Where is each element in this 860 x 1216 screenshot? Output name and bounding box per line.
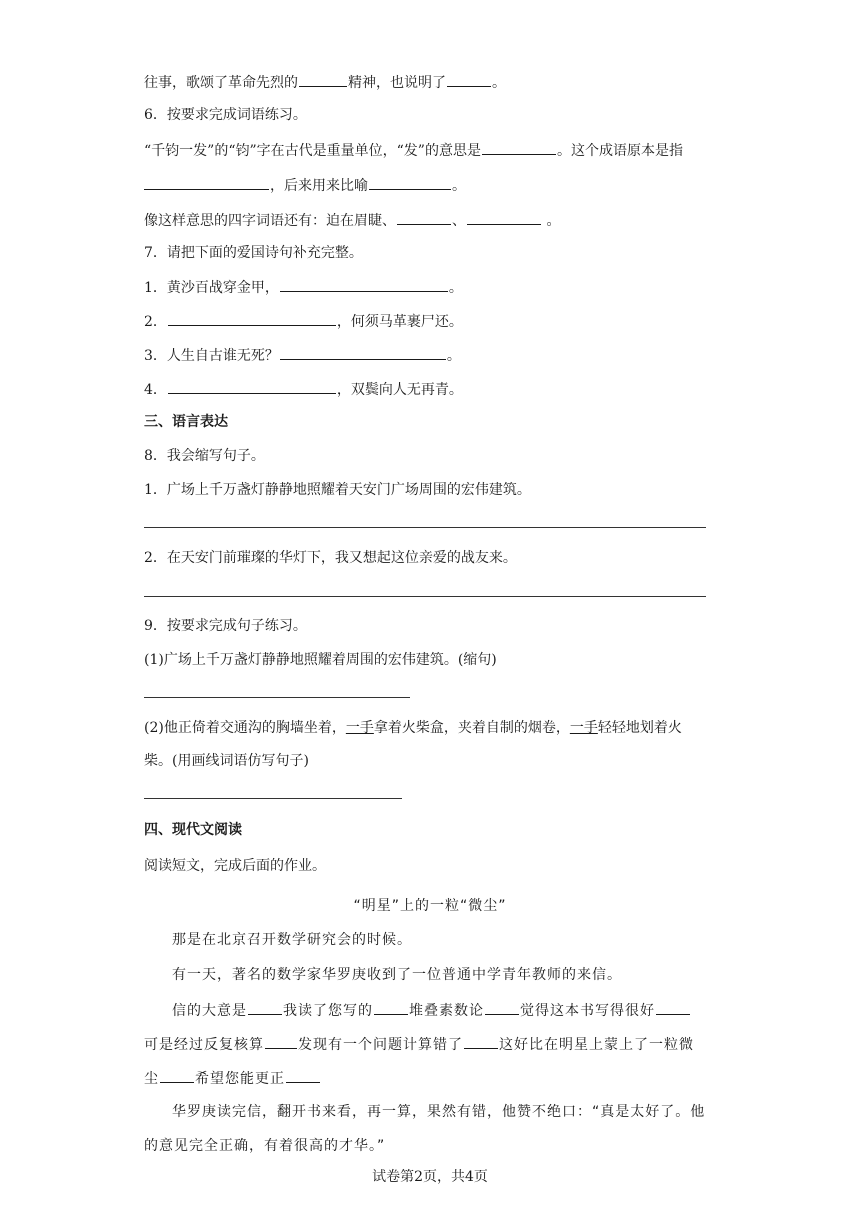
text: ，何须马革裹尸还。 xyxy=(336,314,463,330)
answer-line[interactable] xyxy=(144,798,402,799)
q8-item-1: 1．广场上千万盏灯静静地照耀着天安门广场周围的宏伟建筑。 xyxy=(144,482,531,498)
poem-3 xyxy=(144,345,461,366)
text: 往事，歌颂了革命先烈的 xyxy=(144,75,298,91)
answer-line[interactable] xyxy=(144,596,706,597)
blank[interactable] xyxy=(144,175,269,190)
blank[interactable] xyxy=(397,210,451,225)
text: “千钧一发”的“钧”字在古代是重量单位，“发”的意思是 xyxy=(144,143,481,159)
line-fragment xyxy=(144,72,506,93)
poem-1 xyxy=(144,277,463,298)
instruction: 阅读短文，完成后面的作业。 xyxy=(144,858,326,874)
underlined-word: 一手 xyxy=(345,720,374,736)
text: 4． xyxy=(144,382,167,398)
blank[interactable] xyxy=(656,1000,690,1015)
blank[interactable] xyxy=(248,1000,282,1015)
page-footer: 试卷第2页，共4页 xyxy=(372,1169,488,1185)
text: 信的大意是 xyxy=(172,1003,247,1019)
passage-title: “明星”上的一粒“微尘” xyxy=(353,898,507,914)
text: 、 xyxy=(452,213,466,229)
q9-item-1: (1)广场上千万盏灯静静地照耀着周围的宏伟建筑。(缩句) xyxy=(144,652,497,668)
text: 精神，也说明了 xyxy=(348,75,446,91)
text: 。 xyxy=(492,75,506,91)
blank[interactable] xyxy=(160,1068,194,1083)
blank[interactable] xyxy=(168,379,336,394)
blank[interactable] xyxy=(286,1068,320,1083)
q6-line-2 xyxy=(144,175,466,196)
passage-para-4-cont: 的意见完全正确，有着很高的才华。” xyxy=(144,1138,386,1154)
passage-para-4: 华罗庚读完信，翻开书来看，再一算，果然有错，他赞不绝口：“真是太好了。他 xyxy=(172,1104,706,1120)
blank[interactable] xyxy=(485,1000,519,1015)
poem-4 xyxy=(144,379,463,400)
text: 尘 xyxy=(144,1071,159,1087)
q9-item-2-cont: 柴。(用画线词语仿写句子) xyxy=(144,753,309,769)
text: 我读了您写的 xyxy=(283,1003,373,1019)
text: 像这样意思的四字词语还有：迫在眉睫、 xyxy=(144,213,396,229)
q8-item-2: 2．在天安门前璀璨的华灯下，我又想起这位亲爱的战友来。 xyxy=(144,550,517,566)
text: 希望您能更正 xyxy=(195,1071,285,1087)
q6-line-3 xyxy=(144,210,560,231)
text: 1．黄沙百战穿金甲， xyxy=(144,280,279,296)
text: 拿着火柴盒，夹着自制的烟卷， xyxy=(373,720,570,736)
text: 3．人生自古谁无死？ xyxy=(144,348,279,364)
text: (2)他正倚着交通沟的胸墙坐着， xyxy=(144,720,346,736)
question-8: 8．我会缩写句子。 xyxy=(144,448,265,464)
passage-para-3-cont xyxy=(144,1034,694,1055)
text: 堆叠素数论 xyxy=(409,1003,484,1019)
text: 可是经过反复核算 xyxy=(144,1037,264,1053)
section-3-heading: 三、语言表达 xyxy=(144,414,228,430)
poem-2 xyxy=(144,311,463,332)
blank[interactable] xyxy=(265,1034,297,1049)
q6-line-1 xyxy=(144,140,683,161)
blank[interactable] xyxy=(280,345,446,360)
blank[interactable] xyxy=(482,140,556,155)
blank[interactable] xyxy=(374,1000,408,1015)
blank[interactable] xyxy=(467,210,541,225)
text: ，双鬓向人无再青。 xyxy=(336,382,463,398)
passage-para-3-end xyxy=(144,1068,321,1089)
blank[interactable] xyxy=(464,1034,498,1049)
blank[interactable] xyxy=(168,311,336,326)
q9-item-2 xyxy=(144,718,682,738)
text: 轻轻地划着火 xyxy=(597,720,682,736)
text: 。 xyxy=(446,348,461,364)
text: 。 xyxy=(448,280,463,296)
text: 。这个成语原本是指 xyxy=(556,143,683,159)
text: 。 xyxy=(452,178,466,194)
text: 。 xyxy=(546,213,561,229)
text: 2． xyxy=(144,314,167,330)
text: 这好比在明星上蒙上了一粒微 xyxy=(499,1037,694,1053)
underlined-word: 一手 xyxy=(569,720,598,736)
passage-para-3 xyxy=(172,1000,691,1021)
blank[interactable] xyxy=(280,277,448,292)
question-6: 6．按要求完成词语练习。 xyxy=(144,107,307,123)
answer-line[interactable] xyxy=(144,527,706,528)
blank[interactable] xyxy=(369,175,451,190)
question-9: 9．按要求完成句子练习。 xyxy=(144,618,307,634)
text: ，后来用来比喻 xyxy=(270,178,368,194)
passage-para-2: 有一天，著名的数学家华罗庚收到了一位普通中学青年教师的来信。 xyxy=(172,967,622,983)
text: 发现有一个问题计算错了 xyxy=(298,1037,463,1053)
passage-para-1: 那是在北京召开数学研究会的时候。 xyxy=(172,932,412,948)
section-4-heading: 四、现代文阅读 xyxy=(144,822,242,838)
question-7: 7．请把下面的爱国诗句补充完整。 xyxy=(144,245,363,261)
text: 觉得这本书写得很好 xyxy=(520,1003,655,1019)
blank[interactable] xyxy=(447,72,491,87)
blank[interactable] xyxy=(299,72,347,87)
answer-line[interactable] xyxy=(144,697,410,698)
